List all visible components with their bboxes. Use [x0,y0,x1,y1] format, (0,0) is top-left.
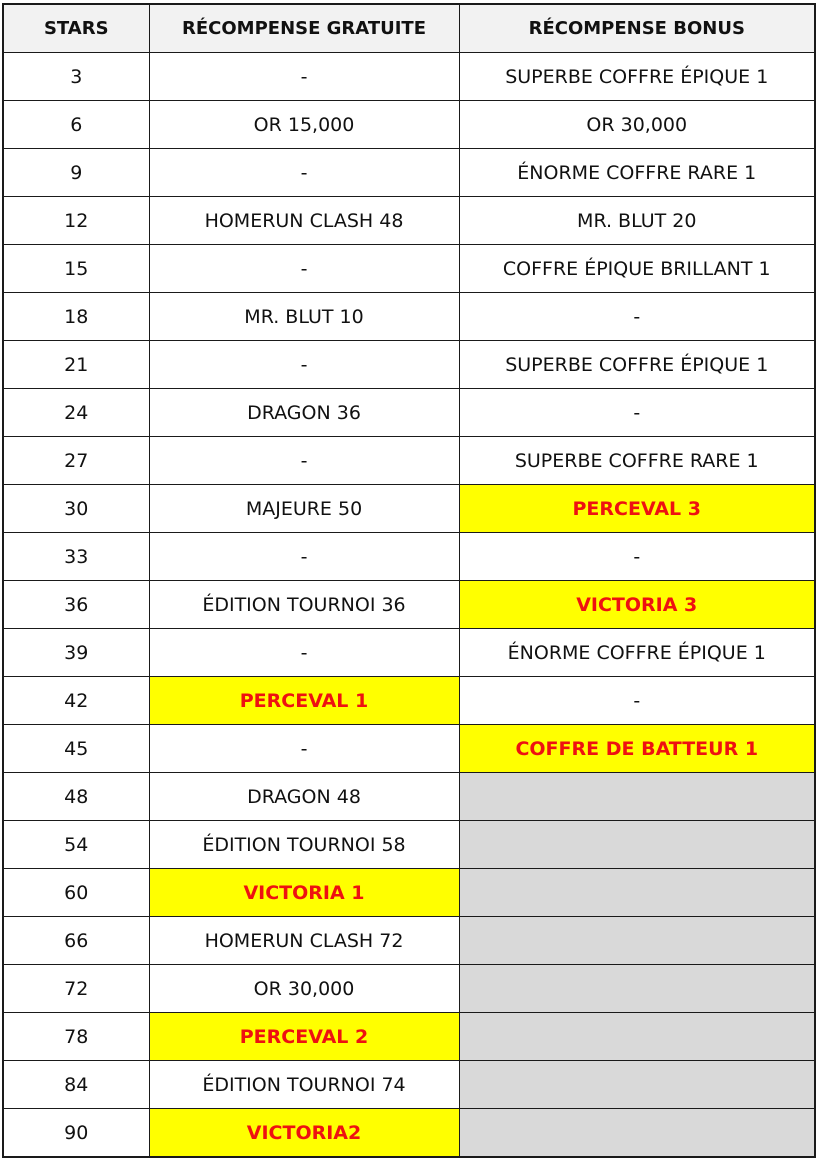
bonus-reward-empty-cell [459,773,815,821]
stars-cell: 33 [3,533,149,581]
free-reward-cell: - [149,245,459,293]
bonus-reward-cell: VICTORIA 3 [459,581,815,629]
stars-cell: 15 [3,245,149,293]
table-row [3,677,815,725]
table-row [3,1013,815,1061]
free-reward-cell: DRAGON 36 [149,389,459,437]
free-reward-cell: OR 30,000 [149,965,459,1013]
table-row [3,773,815,821]
table-row [3,389,815,437]
bonus-reward-cell: ÉNORME COFFRE RARE 1 [459,149,815,197]
table-row [3,341,815,389]
table-row [3,293,815,341]
bonus-reward-empty-cell [459,965,815,1013]
stars-cell: 9 [3,149,149,197]
bonus-reward-empty-cell [459,821,815,869]
free-reward-cell: OR 15,000 [149,101,459,149]
stars-cell: 72 [3,965,149,1013]
table-row [3,1061,815,1109]
table-row [3,917,815,965]
free-reward-cell: ÉDITION TOURNOI 36 [149,581,459,629]
stars-cell: 27 [3,437,149,485]
stars-cell: 60 [3,869,149,917]
free-reward-cell: PERCEVAL 1 [149,677,459,725]
table-row [3,1109,815,1158]
table-row [3,629,815,677]
bonus-reward-cell: COFFRE ÉPIQUE BRILLANT 1 [459,245,815,293]
table-row [3,965,815,1013]
stars-cell: 90 [3,1109,149,1158]
free-reward-cell: - [149,533,459,581]
table-row [3,725,815,773]
table-row [3,533,815,581]
bonus-reward-cell: OR 30,000 [459,101,815,149]
stars-cell: 36 [3,581,149,629]
reward-table [2,3,816,1158]
stars-cell: 21 [3,341,149,389]
stars-cell: 66 [3,917,149,965]
bonus-reward-empty-cell [459,917,815,965]
bonus-reward-cell: SUPERBE COFFRE ÉPIQUE 1 [459,341,815,389]
free-reward-cell: MR. BLUT 10 [149,293,459,341]
header-row [3,4,815,53]
stars-cell: 18 [3,293,149,341]
stars-cell: 48 [3,773,149,821]
free-reward-cell: ÉDITION TOURNOI 74 [149,1061,459,1109]
stars-cell: 84 [3,1061,149,1109]
stars-cell: 24 [3,389,149,437]
stars-cell: 78 [3,1013,149,1061]
table-row [3,821,815,869]
header-stars: STARS [3,4,149,53]
free-reward-cell: VICTORIA 1 [149,869,459,917]
table-row [3,245,815,293]
free-reward-cell: - [149,53,459,101]
free-reward-cell: - [149,725,459,773]
bonus-reward-cell: - [459,677,815,725]
free-reward-cell: - [149,437,459,485]
bonus-reward-empty-cell [459,1109,815,1158]
stars-cell: 6 [3,101,149,149]
stars-cell: 42 [3,677,149,725]
stars-cell: 54 [3,821,149,869]
free-reward-cell: - [149,629,459,677]
bonus-reward-cell: COFFRE DE BATTEUR 1 [459,725,815,773]
table-row [3,437,815,485]
free-reward-cell: HOMERUN CLASH 48 [149,197,459,245]
stars-cell: 39 [3,629,149,677]
free-reward-cell: PERCEVAL 2 [149,1013,459,1061]
free-reward-cell: MAJEURE 50 [149,485,459,533]
bonus-reward-cell: - [459,533,815,581]
header-bonus-reward: RÉCOMPENSE BONUS [459,4,815,53]
table-row [3,53,815,101]
free-reward-cell: DRAGON 48 [149,773,459,821]
free-reward-cell: - [149,149,459,197]
table-row [3,485,815,533]
reward-body [3,53,815,1158]
free-reward-cell: VICTORIA2 [149,1109,459,1158]
bonus-reward-empty-cell [459,1013,815,1061]
table-row [3,101,815,149]
table-row [3,869,815,917]
bonus-reward-cell: SUPERBE COFFRE RARE 1 [459,437,815,485]
bonus-reward-cell: PERCEVAL 3 [459,485,815,533]
bonus-reward-cell: - [459,389,815,437]
header-free-reward: RÉCOMPENSE GRATUITE [149,4,459,53]
stars-cell: 12 [3,197,149,245]
bonus-reward-cell: - [459,293,815,341]
stars-cell: 30 [3,485,149,533]
stars-cell: 3 [3,53,149,101]
table-row [3,149,815,197]
bonus-reward-cell: ÉNORME COFFRE ÉPIQUE 1 [459,629,815,677]
bonus-reward-empty-cell [459,1061,815,1109]
bonus-reward-cell: MR. BLUT 20 [459,197,815,245]
table-row [3,581,815,629]
bonus-reward-empty-cell [459,869,815,917]
free-reward-cell: HOMERUN CLASH 72 [149,917,459,965]
table-row [3,197,815,245]
free-reward-cell: - [149,341,459,389]
stars-cell: 45 [3,725,149,773]
free-reward-cell: ÉDITION TOURNOI 58 [149,821,459,869]
bonus-reward-cell: SUPERBE COFFRE ÉPIQUE 1 [459,53,815,101]
